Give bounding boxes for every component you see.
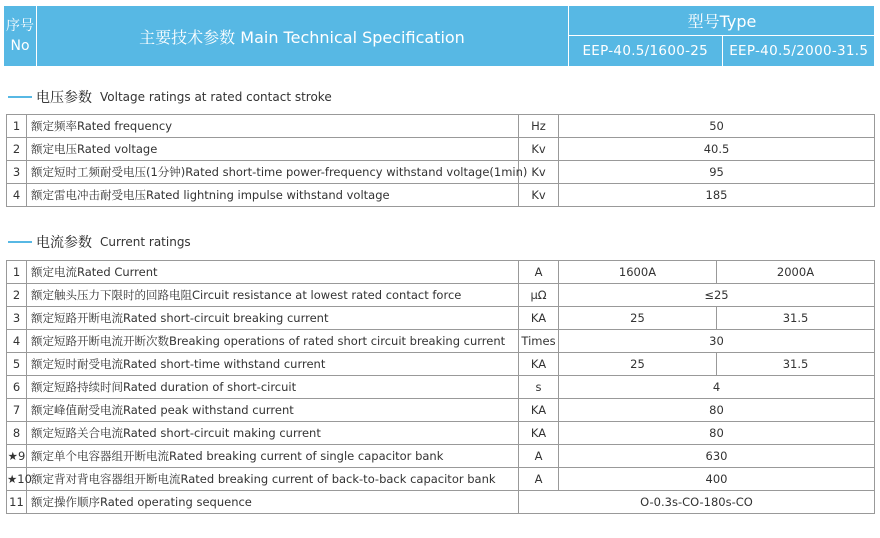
table-row (7, 399, 875, 422)
model-2: EEP-40.5/2000-31.5 (729, 43, 869, 59)
row-value-1: 1600A (559, 261, 717, 284)
row-unit: Kv (519, 138, 559, 161)
row-desc: 额定短路持续时间Rated duration of short-circuit (27, 376, 519, 399)
row-no: 8 (7, 422, 27, 445)
row-no: 2 (7, 138, 27, 161)
row-no: 11 (7, 491, 27, 514)
row-desc: 额定电流Rated Current (27, 261, 519, 284)
section-bar (8, 241, 32, 243)
table-row (7, 261, 875, 284)
row-no: ★10 (7, 468, 27, 491)
row-unit: A (519, 261, 559, 284)
spec-header (4, 6, 874, 66)
row-desc: 额定短路开断电流Rated short-circuit breaking current (27, 307, 519, 330)
row-value-1: 25 (559, 307, 717, 330)
current-section-heading (8, 233, 191, 251)
table-row (7, 284, 875, 307)
row-no: 3 (7, 307, 27, 330)
row-unit: Kv (519, 161, 559, 184)
main-spec-title: 主要技术参数 Main Technical Specification (139, 27, 465, 47)
row-no: 4 (7, 184, 27, 207)
row-desc: 额定电压Rated voltage (27, 138, 519, 161)
row-unit: Hz (519, 115, 559, 138)
row-desc: 额定短时耐受电流Rated short-time withstand current (27, 353, 519, 376)
row-desc: 额定频率Rated frequency (27, 115, 519, 138)
section-bar (8, 96, 32, 98)
row-value: 95 (559, 161, 875, 184)
table-row (7, 138, 875, 161)
row-desc: 额定操作顺序Rated operating sequence (27, 491, 519, 514)
row-value-2: 31.5 (717, 307, 875, 330)
table-row (7, 445, 875, 468)
type-title: 型号Type (569, 6, 875, 36)
row-desc: 额定背对背电容器组开断电流Rated breaking current of back-to-back capacitor bank (27, 468, 519, 491)
row-unit: A (519, 445, 559, 468)
voltage-title-en: Voltage ratings at rated contact stroke (100, 90, 332, 104)
row-unit: μΩ (519, 284, 559, 307)
row-no: 5 (7, 353, 27, 376)
row-value: 4 (559, 376, 875, 399)
voltage-title-cn: 电压参数 (36, 90, 92, 106)
model-1: EEP-40.5/1600-25 (569, 36, 723, 66)
table-row (7, 376, 875, 399)
row-no: 3 (7, 161, 27, 184)
no-header-cn: 序号 (6, 18, 34, 34)
table-row (7, 491, 875, 514)
row-unit: s (519, 376, 559, 399)
no-header-en: No (10, 38, 30, 54)
row-value: 630 (559, 445, 875, 468)
row-desc: 额定雷电冲击耐受电压Rated lightning impulse withstand voltage (27, 184, 519, 207)
row-value: 185 (559, 184, 875, 207)
table-row (7, 353, 875, 376)
row-value-1: 25 (559, 353, 717, 376)
row-value-2: 2000A (717, 261, 875, 284)
row-desc: 额定短路开断电流开断次数Breaking operations of rated short circuit breaking current (27, 330, 519, 353)
row-unit: KA (519, 353, 559, 376)
current-table (6, 260, 875, 514)
row-value: 80 (559, 422, 875, 445)
table-row (7, 161, 875, 184)
row-desc: 额定短时工频耐受电压(1分钟)Rated short-time power-frequency withstand voltage(1min) (27, 161, 519, 184)
row-desc: 额定单个电容器组开断电流Rated breaking current of single capacitor bank (27, 445, 519, 468)
table-row (7, 184, 875, 207)
no-column-header (4, 6, 37, 66)
table-row (7, 422, 875, 445)
row-value: 50 (559, 115, 875, 138)
row-unit: Kv (519, 184, 559, 207)
row-no: 1 (7, 115, 27, 138)
row-value: O-0.3s-CO-180s-CO (519, 491, 875, 514)
row-no: 6 (7, 376, 27, 399)
row-value-2: 31.5 (717, 353, 875, 376)
type-header (568, 6, 875, 66)
row-value: 40.5 (559, 138, 875, 161)
row-value: ≤25 (559, 284, 875, 307)
voltage-table (6, 114, 875, 207)
current-title-cn: 电流参数 (36, 235, 92, 251)
current-title-en: Current ratings (100, 235, 191, 249)
table-row (7, 330, 875, 353)
row-desc: 额定峰值耐受电流Rated peak withstand current (27, 399, 519, 422)
row-desc: 额定触头压力下限时的回路电阻Circuit resistance at lowest rated contact force (27, 284, 519, 307)
row-unit: A (519, 468, 559, 491)
row-value: 30 (559, 330, 875, 353)
row-no: 2 (7, 284, 27, 307)
table-row (7, 468, 875, 491)
row-value: 400 (559, 468, 875, 491)
table-row (7, 307, 875, 330)
row-desc: 额定短路关合电流Rated short-circuit making current (27, 422, 519, 445)
row-no: 1 (7, 261, 27, 284)
row-unit: KA (519, 399, 559, 422)
row-no: ★9 (7, 445, 27, 468)
row-unit: Times (519, 330, 559, 353)
model-row (569, 36, 875, 66)
row-no: 4 (7, 330, 27, 353)
voltage-section-heading (8, 88, 332, 106)
table-row (7, 115, 875, 138)
row-value: 80 (559, 399, 875, 422)
row-unit: KA (519, 422, 559, 445)
row-no: 7 (7, 399, 27, 422)
row-unit: KA (519, 307, 559, 330)
